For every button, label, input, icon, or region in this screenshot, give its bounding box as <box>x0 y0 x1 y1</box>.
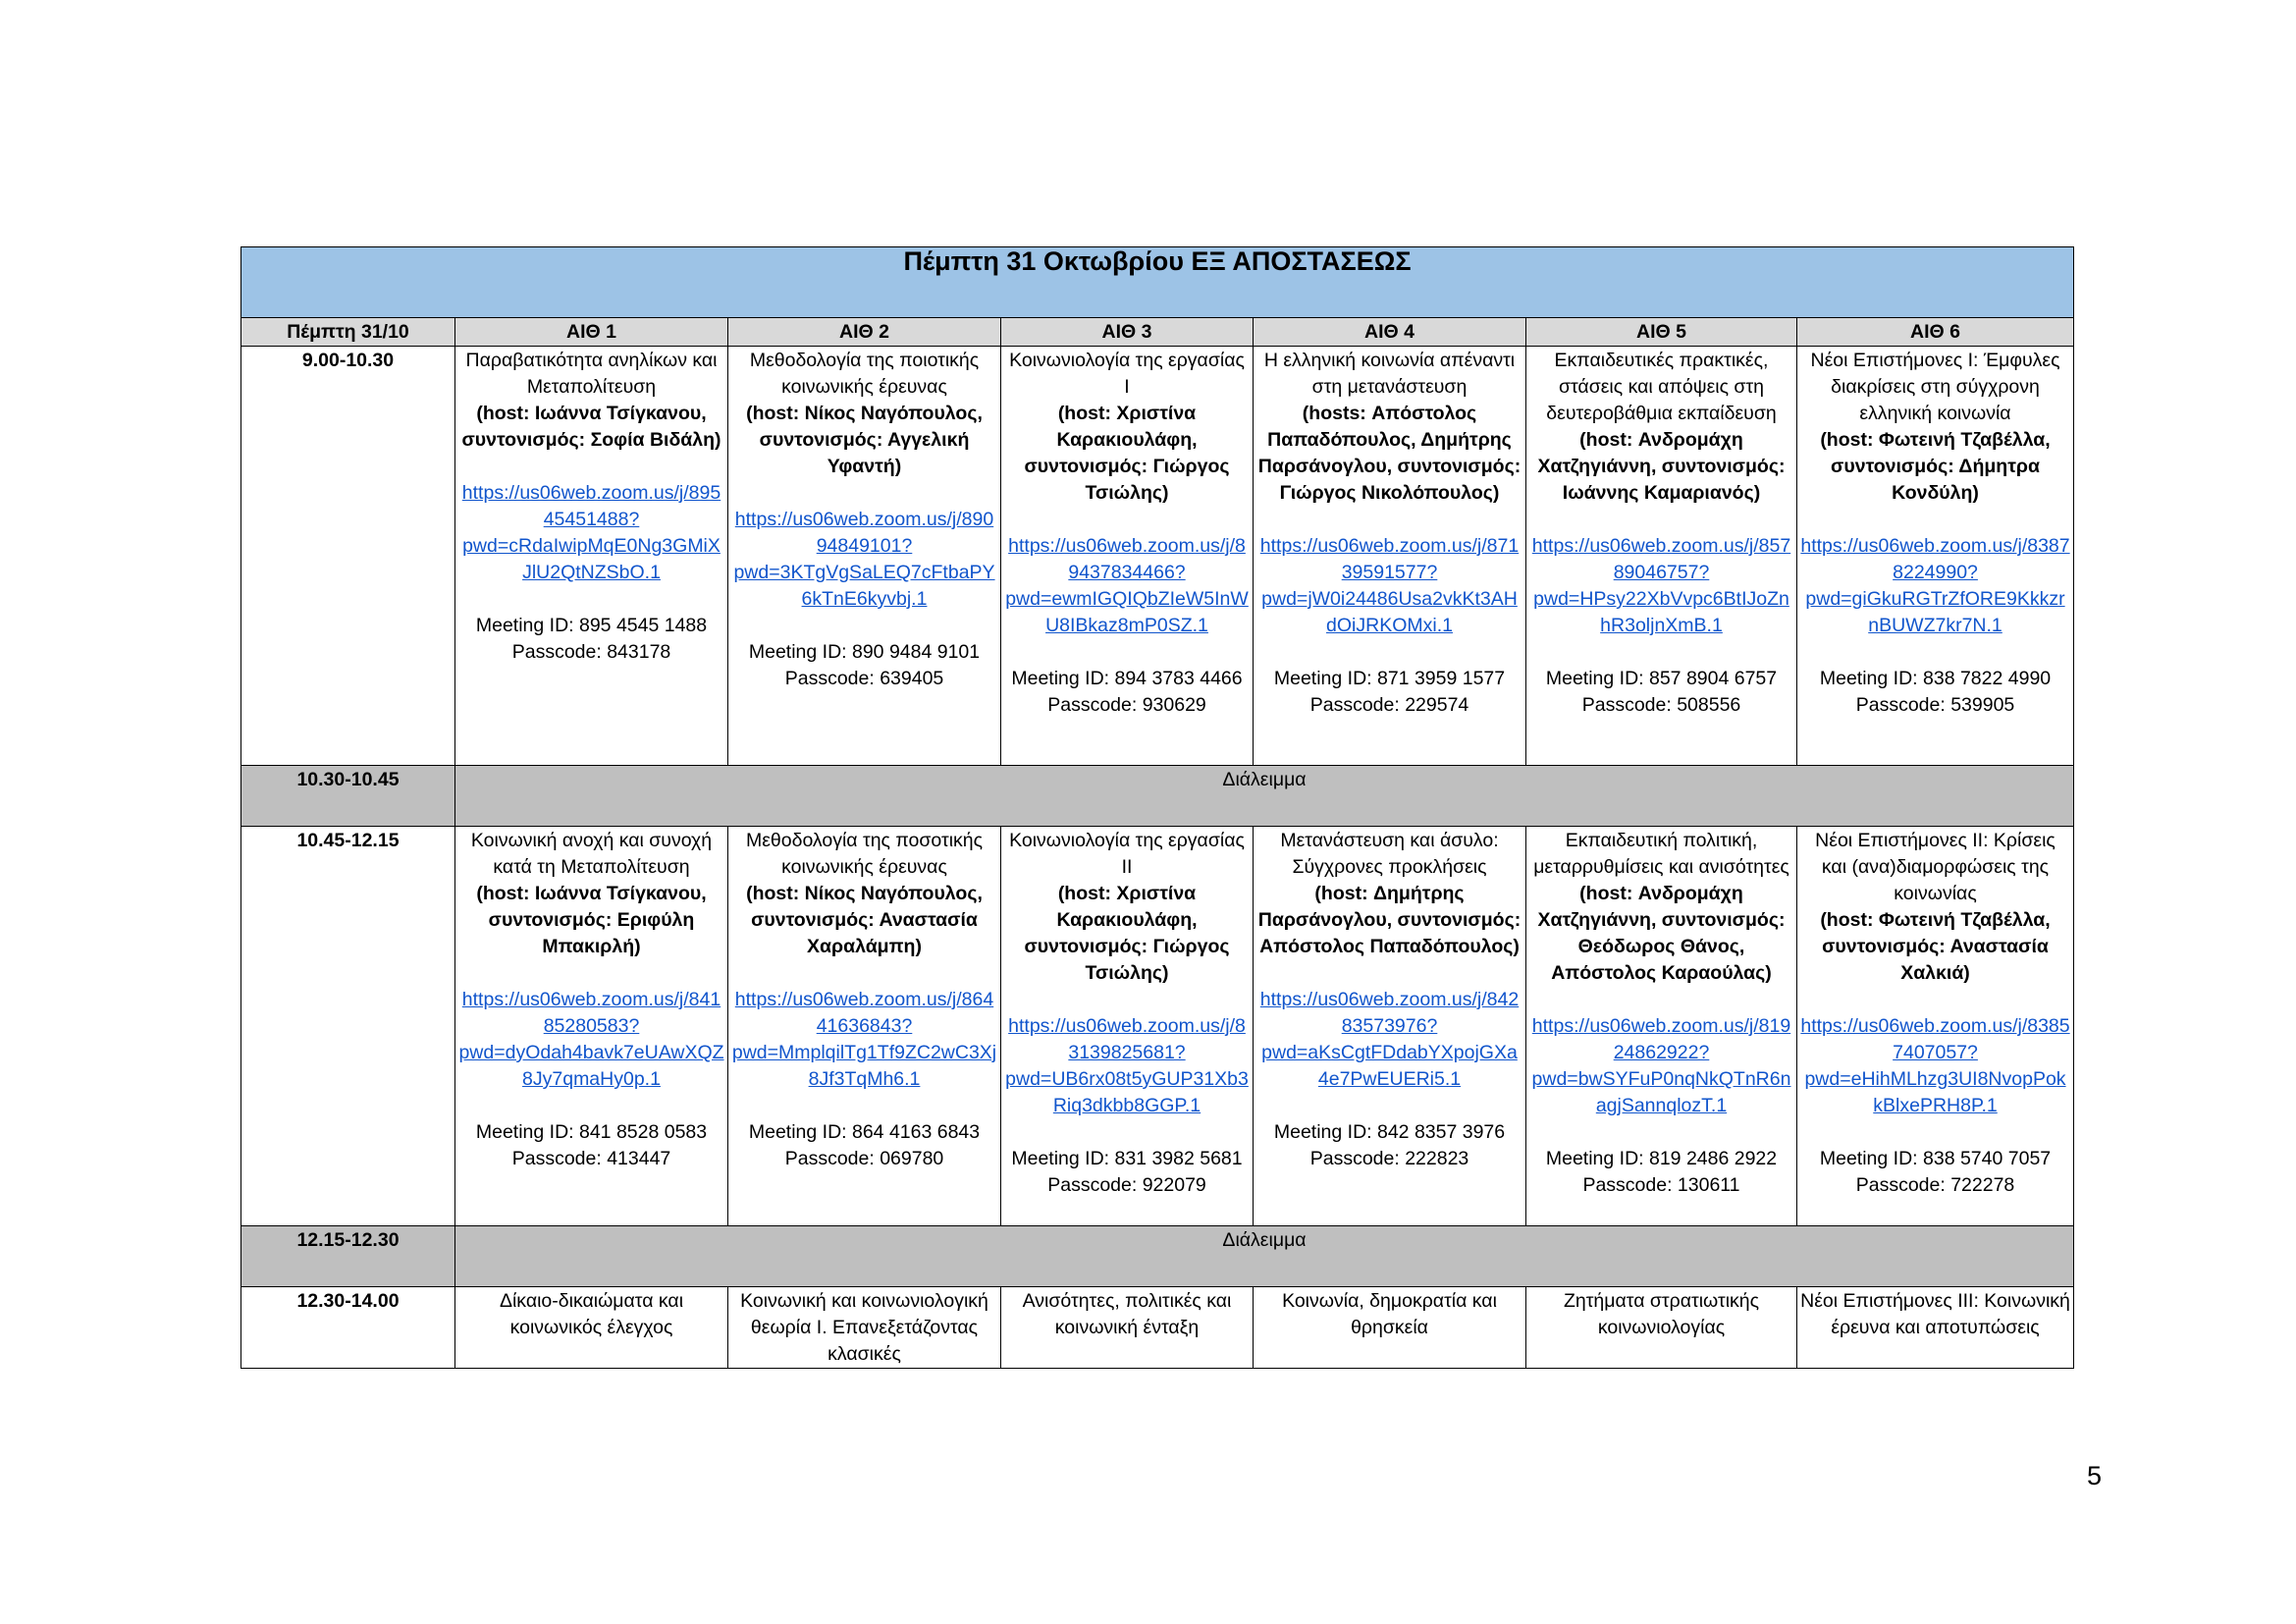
session-cell <box>728 827 1001 1226</box>
session-row-2 <box>241 827 2074 1226</box>
session-host: (hosts: Απόστολος Παπαδόπουλος, Δημήτρης Παρσάνογλου, συντονισμός: Γιώργος Νικολόπουλος) <box>1257 403 1522 504</box>
meeting-id: Meeting ID: 864 4163 6843 <box>748 1121 981 1143</box>
schedule-title: Πέμπτη 31 Οκτωβρίου ΕΞ ΑΠΟΣΤΑΣΕΩΣ <box>241 247 2074 318</box>
session-host: (host: Ιωάννα Τσίγκανου, συντονισμός: Σοφία Βιδάλη) <box>461 403 721 451</box>
session-title: Κοινωνιολογία της εργασίας I <box>1009 350 1245 398</box>
session-title: Μεθοδολογία της ποιοτικής κοινωνικής έρευνας <box>749 350 980 398</box>
zoom-link[interactable]: https://us06web.zoom.us/j/87139591577?pwd=jW0i24486Usa2vkKt3AHdOiJRKOMxi.1 <box>1259 535 1520 636</box>
meeting-id: Meeting ID: 838 7822 4990 <box>1819 668 2052 689</box>
zoom-link[interactable]: https://us06web.zoom.us/j/83878224990?pwd=giGkuRGTrZfORE9KkkzrnBUWZ7kr7N.1 <box>1800 535 2070 636</box>
zoom-link[interactable]: https://us06web.zoom.us/j/85789046757?pwd=HPsy22XbVvpc6BtIJoZnhR3oljnXmB.1 <box>1531 535 1791 636</box>
meeting-id: Meeting ID: 841 8528 0583 <box>475 1121 708 1143</box>
session-title: Παραβατικότητα ανηλίκων και Μεταπολίτευση <box>465 350 718 398</box>
session-title: Η ελληνική κοινωνία απέναντι στη μετανάστευση <box>1263 350 1516 398</box>
passcode: Passcode: 229574 <box>1309 694 1469 716</box>
session-time: 12.30-14.00 <box>241 1287 455 1369</box>
passcode: Passcode: 508556 <box>1581 694 1741 716</box>
zoom-link[interactable]: https://us06web.zoom.us/j/89437834466?pwd=ewmIGQIQbZIeW5InWU8IBkaz8mP0SZ.1 <box>1005 535 1249 636</box>
passcode: Passcode: 069780 <box>784 1148 944 1169</box>
session-title: Ανισότητες, πολιτικές και κοινωνική ένταξη <box>1022 1290 1232 1338</box>
meeting-id: Meeting ID: 894 3783 4466 <box>1011 668 1243 689</box>
session-title: Κοινωνιολογία της εργασίας II <box>1009 830 1245 878</box>
session-cell <box>728 1287 1001 1369</box>
header-row <box>241 318 2074 347</box>
session-title: Κοινωνική και κοινωνιολογική θεωρία I. Επανεξετάζοντας κλασικές <box>740 1290 988 1365</box>
session-title: Κοινωνία, δημοκρατία και θρησκεία <box>1282 1290 1497 1338</box>
break-row-1 <box>241 766 2074 827</box>
passcode: Passcode: 130611 <box>1582 1174 1740 1196</box>
session-cell <box>728 347 1001 766</box>
session-time: 9.00-10.30 <box>241 347 455 766</box>
session-cell <box>1001 347 1254 766</box>
meeting-id: Meeting ID: 819 2486 2922 <box>1545 1148 1778 1169</box>
session-host: (host: Φωτεινή Τζαβέλλα, συντονισμός: Δήμητρα Κονδύλη) <box>1820 429 2051 504</box>
zoom-link[interactable]: https://us06web.zoom.us/j/89545451488?pwd=cRdaIwipMqE0Ng3GMiXJlU2QtNZSbO.1 <box>461 482 721 583</box>
session-host: (host: Νίκος Ναγόπουλος, συντονισμός: Αγγελική Υφαντή) <box>746 403 983 477</box>
session-cell <box>1254 827 1526 1226</box>
meeting-id: Meeting ID: 857 8904 6757 <box>1545 668 1778 689</box>
session-title: Ζητήματα στρατιωτικής κοινωνιολογίας <box>1563 1290 1760 1338</box>
session-cell <box>455 1287 728 1369</box>
session-cell <box>1001 1287 1254 1369</box>
session-title: Νέοι Επιστήμονες II: Κρίσεις και (ανα)διαμορφώσεις της κοινωνίας <box>1815 830 2056 904</box>
session-title: Εκπαιδευτικές πρακτικές, στάσεις και απόψεις στη δευτεροβάθμια εκπαίδευση <box>1546 350 1777 424</box>
passcode: Passcode: 539905 <box>1855 694 2015 716</box>
session-title: Δίκαιο-δικαιώματα και κοινωνικός έλεγχος <box>499 1290 684 1338</box>
title-row <box>241 247 2074 318</box>
meeting-id: Meeting ID: 842 8357 3976 <box>1273 1121 1506 1143</box>
passcode: Passcode: 639405 <box>784 668 944 689</box>
zoom-link[interactable]: https://us06web.zoom.us/j/89094849101?pwd=3KTgVgSaLEQ7cFtbaPY6kTnE6kyvbj.1 <box>733 509 995 610</box>
zoom-link[interactable]: https://us06web.zoom.us/j/84283573976?pwd=aKsCgtFDdabYXpojGXa4e7PwEUERi5.1 <box>1259 989 1520 1090</box>
passcode: Passcode: 722278 <box>1855 1174 2015 1196</box>
session-cell <box>1001 827 1254 1226</box>
session-title: Μετανάστευση και άσυλο: Σύγχρονες προκλήσεις <box>1280 830 1499 878</box>
session-title: Νέοι Επιστήμονες III: Κοινωνική έρευνα και αποτυπώσεις <box>1800 1290 2070 1338</box>
session-host: (host: Νίκος Ναγόπουλος, συντονισμός: Αναστασία Χαραλάμπη) <box>746 883 983 957</box>
session-cell <box>1526 827 1797 1226</box>
passcode: Passcode: 222823 <box>1309 1148 1469 1169</box>
header-room-6: ΑΙΘ 6 <box>1797 318 2074 347</box>
page-number: 5 <box>2087 1461 2103 1490</box>
session-cell <box>1254 1287 1526 1369</box>
session-cell <box>1797 827 2074 1226</box>
session-host: (host: Δημήτρης Παρσάνογλου, συντονισμός: Απόστολος Παπαδόπουλος) <box>1257 883 1522 957</box>
session-host: (host: Ανδρομάχη Χατζηγιάννη, συντονισμός: Ιωάννης Καμαριανός) <box>1537 429 1786 504</box>
session-cell <box>1797 347 2074 766</box>
session-host: (host: Χριστίνα Καρακιουλάφη, συντονισμός: Γιώργος Τσιώλης) <box>1024 883 1230 984</box>
session-host: (host: Χριστίνα Καρακιουλάφη, συντονισμός: Γιώργος Τσιώλης) <box>1024 403 1230 504</box>
header-room-5: ΑΙΘ 5 <box>1526 318 1797 347</box>
zoom-link[interactable]: https://us06web.zoom.us/j/83139825681?pwd=UB6rx08t5yGUP31Xb3Riq3dkbb8GGP.1 <box>1005 1015 1249 1116</box>
session-host: (host: Φωτεινή Τζαβέλλα, συντονισμός: Αναστασία Χαλκιά) <box>1820 909 2051 984</box>
session-time: 10.45-12.15 <box>241 827 455 1226</box>
passcode: Passcode: 922079 <box>1047 1174 1206 1196</box>
meeting-id: Meeting ID: 838 5740 7057 <box>1819 1148 2052 1169</box>
session-cell <box>1526 347 1797 766</box>
session-cell <box>1526 1287 1797 1369</box>
session-host: (host: Ιωάννα Τσίγκανου, συντονισμός: Εριφύλη Μπακιρλή) <box>476 883 707 957</box>
header-room-3: ΑΙΘ 3 <box>1001 318 1254 347</box>
schedule-table <box>240 246 2074 1369</box>
meeting-id: Meeting ID: 871 3959 1577 <box>1273 668 1506 689</box>
passcode: Passcode: 413447 <box>511 1148 671 1169</box>
header-room-1: ΑΙΘ 1 <box>455 318 728 347</box>
session-row-3 <box>241 1287 2074 1369</box>
meeting-id: Meeting ID: 890 9484 9101 <box>748 641 981 663</box>
session-title: Εκπαιδευτική πολιτική, μεταρρυθμίσεις και ανισότητες <box>1533 830 1789 878</box>
break-label: Διάλειμμα <box>455 766 2074 827</box>
passcode: Passcode: 843178 <box>511 641 671 663</box>
break-time: 10.30-10.45 <box>241 766 455 827</box>
session-cell <box>1254 347 1526 766</box>
break-label: Διάλειμμα <box>455 1226 2074 1287</box>
session-cell <box>455 347 728 766</box>
passcode: Passcode: 930629 <box>1047 694 1206 716</box>
session-cell <box>455 827 728 1226</box>
session-cell <box>1797 1287 2074 1369</box>
session-row-1 <box>241 347 2074 766</box>
header-room-4: ΑΙΘ 4 <box>1254 318 1526 347</box>
header-day: Πέμπτη 31/10 <box>241 318 455 347</box>
session-title: Νέοι Επιστήμονες I: Έμφυλες διακρίσεις στη σύγχρονη ελληνική κοινωνία <box>1810 350 2060 424</box>
session-title: Κοινωνική ανοχή και συνοχή κατά τη Μεταπολίτευση <box>470 830 713 878</box>
session-host: (host: Ανδρομάχη Χατζηγιάννη, συντονισμός: Θεόδωρος Θάνος, Απόστολος Καραούλας) <box>1537 883 1786 984</box>
header-room-2: ΑΙΘ 2 <box>728 318 1001 347</box>
zoom-link[interactable]: https://us06web.zoom.us/j/83857407057?pwd=eHihMLhzg3UI8NvopPokkBlxePRH8P.1 <box>1800 1015 2070 1116</box>
meeting-id: Meeting ID: 831 3982 5681 <box>1011 1148 1243 1169</box>
zoom-link[interactable]: https://us06web.zoom.us/j/81924862922?pwd=bwSYFuP0nqNkQTnR6nagjSannqlozT.1 <box>1531 1015 1791 1116</box>
break-row-2 <box>241 1226 2074 1287</box>
break-time: 12.15-12.30 <box>241 1226 455 1287</box>
zoom-link[interactable]: https://us06web.zoom.us/j/84185280583?pwd=dyOdah4bavk7eUAwXQZ8Jy7qmaHy0p.1 <box>458 989 724 1090</box>
session-title: Μεθοδολογία της ποσοτικής κοινωνικής έρευνας <box>745 830 984 878</box>
meeting-id: Meeting ID: 895 4545 1488 <box>475 615 708 636</box>
zoom-link[interactable]: https://us06web.zoom.us/j/86441636843?pwd=MmplqilTg1Tf9ZC2wC3Xj8Jf3TqMh6.1 <box>731 989 997 1090</box>
